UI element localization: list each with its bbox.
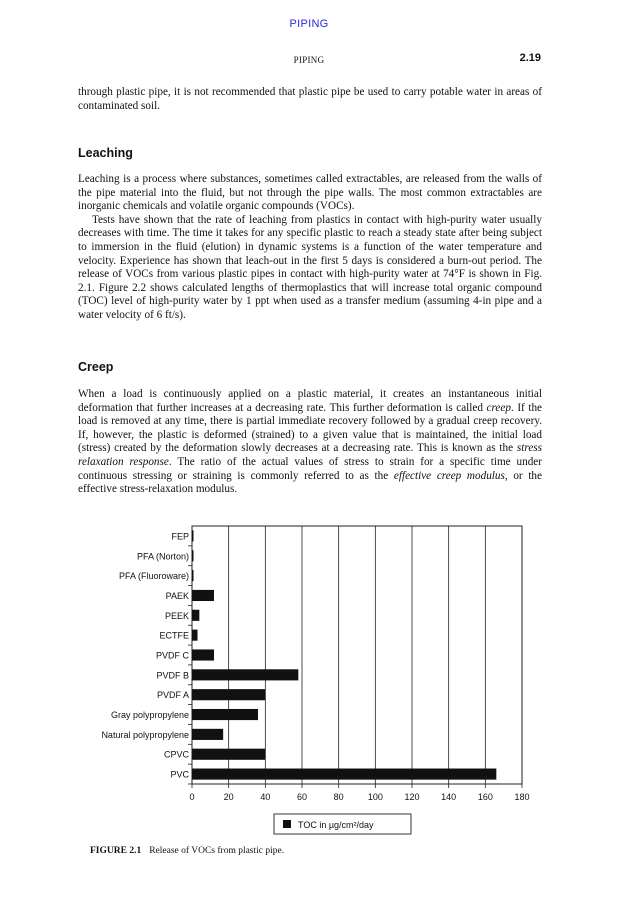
bar [192,610,199,621]
creep-text-1: When a load is continuously applied on a plastic material, it creates an instantaneous initial deformation that further increases at a decreasing rate. This further deformation is called [78,388,542,414]
bar [192,630,198,641]
figure-caption [90,846,284,856]
creep-text-2: . If the load is removed at any time, there is partial immediate recovery followed by a gradual creep recovery. If, however, the plastic is deformed (strained) to a given value that is maintained, the initial load (stress) created by the deformation slowly decreases at a decreasing rate. This is known as the [78,401,542,455]
running-head: PIPING [293,55,325,65]
x-tick-label: 80 [333,792,344,802]
bar [192,530,194,541]
creep-section [78,388,542,497]
figure-label: FIGURE 2.1 [90,846,142,856]
leaching-heading: Leaching [78,146,133,160]
bar [192,550,194,561]
x-tick-label: 0 [189,792,195,802]
plot-frame [192,526,522,784]
intro-section [78,86,542,113]
voc-release-chart [78,520,542,865]
bar [192,749,265,760]
category-label: PAEK [165,590,189,601]
bar [192,649,214,660]
x-tick-label: 180 [514,792,530,802]
category-label: CPVC [163,749,189,760]
creep-heading: Creep [78,360,114,374]
category-label: ECTFE [159,630,189,641]
leaching-heading-wrap [78,146,542,160]
x-tick-label: 40 [260,792,271,802]
bar [192,590,214,601]
category-label: Natural polypropylene [101,729,189,740]
category-label: Gray polypropylene [110,710,189,721]
figure-caption-text: Release of VOCs from plastic pipe. [149,846,285,856]
category-label: PFA (Norton) [136,551,189,562]
category-label: PVDF A [156,690,189,701]
category-label: PVDF B [156,670,189,681]
x-tick-label: 20 [223,792,234,802]
bar [192,769,496,780]
chart-svg [78,520,542,845]
creep-text-4: , or the effective stress-relaxation modulus. [78,469,542,496]
page-number: 2.19 [519,52,541,64]
category-label: PEEK [164,610,189,621]
legend-swatch [283,820,291,828]
creep-heading-wrap [78,360,542,374]
creep-paragraph [78,388,542,497]
x-tick-label: 140 [441,792,457,802]
creep-term: creep [486,401,511,414]
leaching-paragraph-1: Leaching is a process where substances, sometimes called extractables, are released from the walls of the pipe material into the fluid, but not through the pipe walls. The most common extractables are inorganic chemicals and volatile organic compounds (VOCs). [78,173,542,213]
category-label: PVDF C [155,650,189,661]
effective-creep-modulus-term: effective creep modulus [393,469,505,482]
intro-paragraph: through plastic pipe, it is not recommended that plastic pipe be used to carry potable water in areas of contaminated soil. [78,86,542,112]
x-tick-label: 160 [477,792,493,802]
bar [192,729,223,740]
category-label: FEP [171,531,189,542]
category-label: PFA (Fluoroware) [118,571,189,582]
creep-text-3: . The ratio of the actual values of stress to strain for a specific time under continuous stressing or straining is commonly referred to as the [78,455,542,482]
top-link[interactable]: PIPING [289,18,329,30]
bar [192,669,298,680]
x-tick-label: 100 [367,792,383,802]
stress-relaxation-term: stress relaxation response [78,442,542,468]
leaching-paragraph-2: Tests have shown that the rate of leaching from plastics in contact with high-purity water usually decreases with time. The time it takes for any specific plastic to reach a steady state after being subject to immersion in the fluid (elution) in dynamic systems is a function of the water temperature and velocity. Experience has shown that leach-out in the first 5 days is considered a burn-out period. The release of VOCs from various plastic pipes in contact with high-purity water at 74°F is shown in Fig. 2.1. Figure 2.2 shows calculated lengths of thermoplastics that will increase total organic compound (TOC) level of high-purity water by 1 ppt when used as a transfer medium (assuming 4-in pipe and a water velocity of 6 ft/s). [78,213,542,321]
leaching-section [78,173,542,323]
legend-label: TOC in µg/cm²/day [298,820,374,830]
bar [192,689,265,700]
x-tick-label: 60 [296,792,308,802]
bar [192,709,258,720]
x-tick-label: 120 [404,792,420,802]
bar [192,570,194,581]
category-label: PVC [170,769,189,780]
